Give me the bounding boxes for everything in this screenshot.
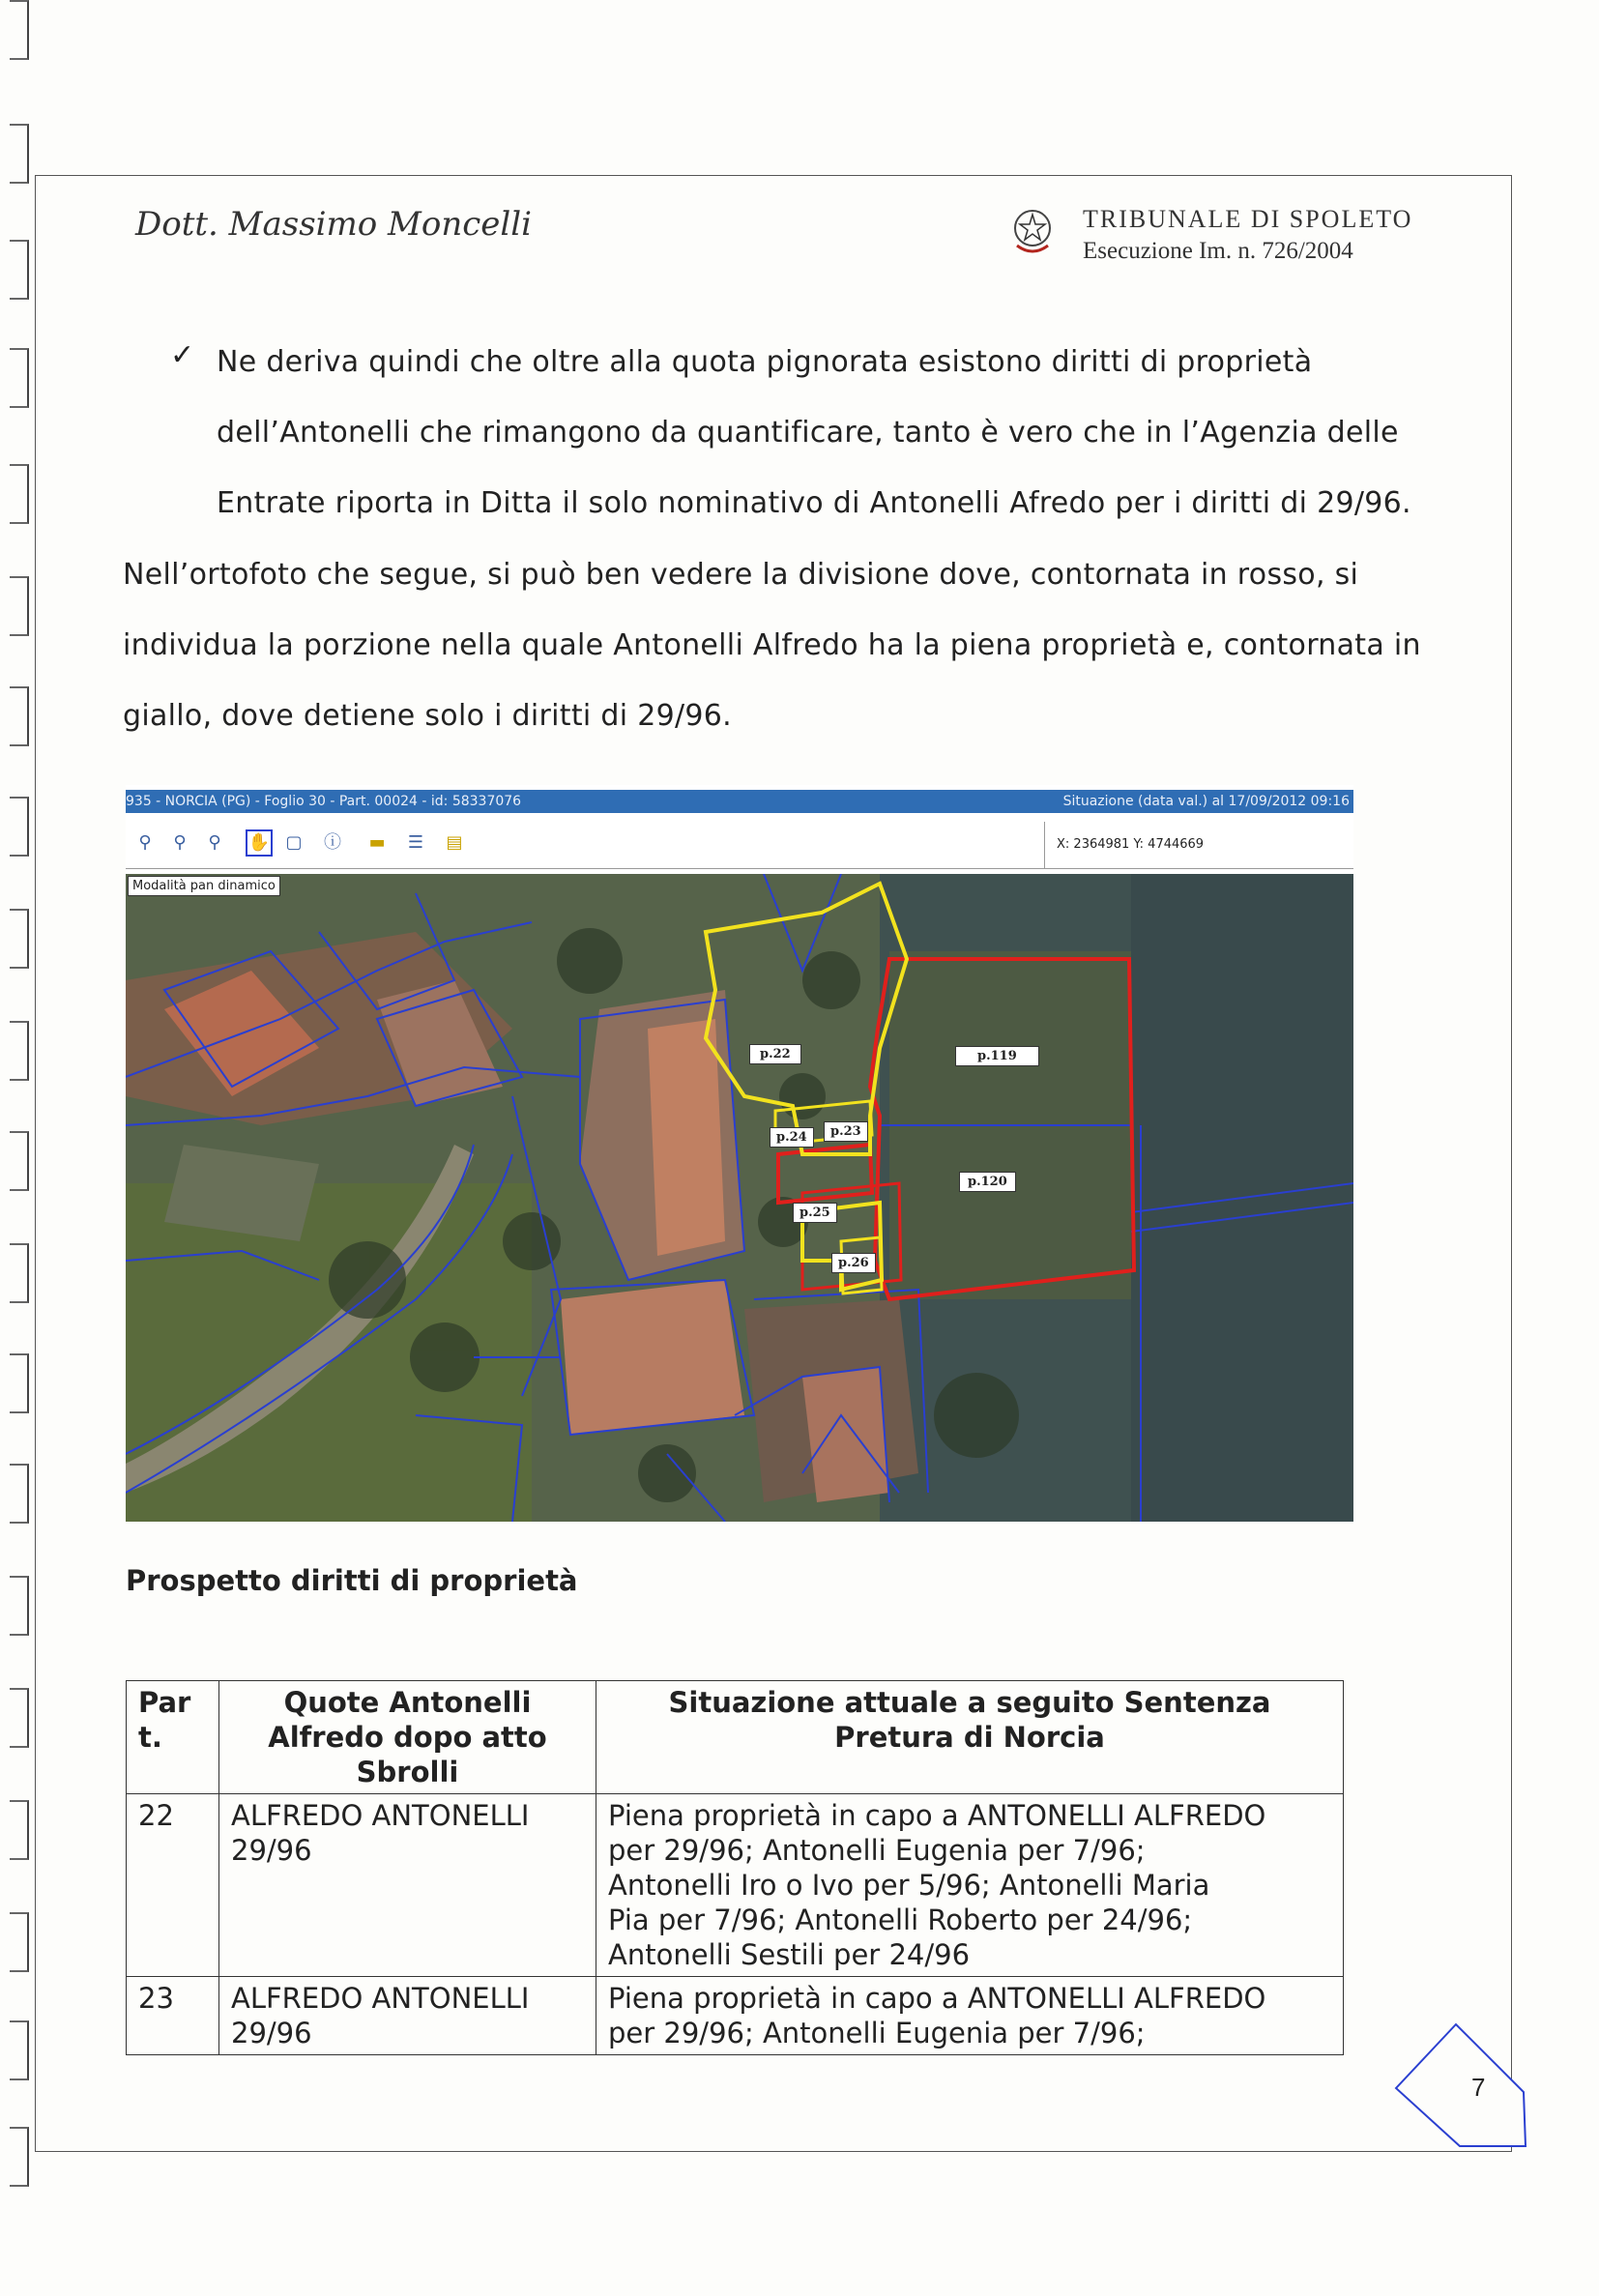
zoom-box-icon[interactable]: ⚲ xyxy=(208,832,221,853)
situation-line: per 29/96; Antonelli Eugenia per 7/96; xyxy=(608,1834,1146,1867)
cell-part: 22 xyxy=(127,1794,219,1977)
print-icon[interactable]: ▤ xyxy=(446,832,463,853)
author-signature: Dott. Massimo Moncelli xyxy=(135,205,533,244)
section-title: Prospetto diritti di proprietà xyxy=(126,1564,578,1597)
court-name: TRIBUNALE DI SPOLETO xyxy=(1083,205,1413,233)
quota-line: 29/96 xyxy=(231,1834,312,1867)
parcel-label: p.22 xyxy=(749,1044,801,1064)
table-header-row xyxy=(127,1681,1344,1794)
viewer-date: Situazione (data val.) al 17/09/2012 09:16 xyxy=(1062,794,1350,809)
viewer-title: 935 - NORCIA (PG) - Foglio 30 - Part. 00024 - id: 58337076 xyxy=(126,794,522,809)
table-row xyxy=(127,1977,1344,2055)
orthophoto-map[interactable] xyxy=(126,874,1353,1522)
page-number-badge xyxy=(1392,2020,1527,2156)
orthophoto-viewer xyxy=(126,785,1353,1522)
situation-line: Piena proprietà in capo a ANTONELLI ALFREDO xyxy=(608,1799,1266,1832)
cell-situation xyxy=(596,1977,1344,2055)
parcel-label: p.26 xyxy=(831,1253,876,1273)
court-heading xyxy=(1083,205,1412,265)
viewer-titlebar xyxy=(126,790,1353,813)
parcel-label: p.25 xyxy=(793,1203,837,1223)
cell-situation xyxy=(596,1794,1344,1977)
parcel-label: p.119 xyxy=(955,1046,1039,1066)
bullet-line-1: Ne deriva quindi che oltre alla quota pignorata esistono diritti di proprietà xyxy=(217,345,1313,379)
parcel-label: p.120 xyxy=(959,1172,1016,1192)
parcel-label: p.24 xyxy=(770,1127,814,1148)
binder-marks xyxy=(0,0,39,2296)
bullet-line-2: dell’Antonelli che rimangono da quantificare, tanto è vero che in l’Agenzia delle xyxy=(217,416,1399,450)
page-number: 7 xyxy=(1471,2073,1486,2102)
pan-mode-label: Modalità pan dinamico xyxy=(128,876,280,896)
zoom-in-icon[interactable]: ⚲ xyxy=(173,832,187,853)
cell-part: 23 xyxy=(127,1977,219,2055)
pan-hand-icon[interactable]: ✋ xyxy=(246,829,273,857)
situation-line: Antonelli Sestili per 24/96 xyxy=(608,1938,971,1971)
quota-line: ALFREDO ANTONELLI xyxy=(231,1982,530,2015)
zoom-out-icon[interactable]: ⚲ xyxy=(138,832,152,853)
situation-line: Pia per 7/96; Antonelli Roberto per 24/96; xyxy=(608,1904,1193,1936)
situation-line: Piena proprietà in capo a ANTONELLI ALFREDO xyxy=(608,1982,1266,2015)
cell-quota xyxy=(219,1977,596,2055)
parcel-label: p.23 xyxy=(824,1121,868,1142)
bullet-line-3: Entrate riporta in Ditta il solo nominativo di Antonelli Afredo per i diritti di 29/96. xyxy=(217,486,1411,520)
quota-line: 29/96 xyxy=(231,2017,312,2049)
situation-line: per 29/96; Antonelli Eugenia per 7/96; xyxy=(608,2017,1146,2049)
cell-quota xyxy=(219,1794,596,1977)
situation-line: Antonelli Iro o Ivo per 5/96; Antonelli Maria xyxy=(608,1869,1210,1902)
republic-emblem-icon xyxy=(1009,207,1056,257)
layers-icon[interactable]: ☰ xyxy=(407,832,424,853)
quota-line: ALFREDO ANTONELLI xyxy=(231,1799,530,1832)
table-row xyxy=(127,1794,1344,1977)
paragraph-line-2: individua la porzione nella quale Antonelli Alfredo ha la piena proprietà e, contornata in xyxy=(123,628,1421,662)
page-icon[interactable]: ▢ xyxy=(285,832,303,853)
paragraph-line-1: Nell’ortofoto che segue, si può ben vedere la divisione dove, contornata in rosso, si xyxy=(123,558,1359,592)
header-situation: Situazione attuale a seguito Sentenza Pretura di Norcia xyxy=(596,1681,1344,1794)
property-rights-table xyxy=(126,1680,1344,2055)
coordinates-readout: X: 2364981 Y: 4744669 xyxy=(1044,822,1353,868)
header-part: Par t. xyxy=(127,1681,219,1794)
case-number: Esecuzione Im. n. 726/2004 xyxy=(1083,238,1353,264)
ruler-icon[interactable]: ▬ xyxy=(368,832,386,853)
header-quota: Quote Antonelli Alfredo dopo atto Sbrolli xyxy=(219,1681,596,1794)
paragraph-line-3: giallo, dove detiene solo i diritti di 29/96. xyxy=(123,699,732,733)
info-icon[interactable]: ⓘ xyxy=(324,832,341,853)
checkmark-icon: ✓ xyxy=(170,338,195,372)
